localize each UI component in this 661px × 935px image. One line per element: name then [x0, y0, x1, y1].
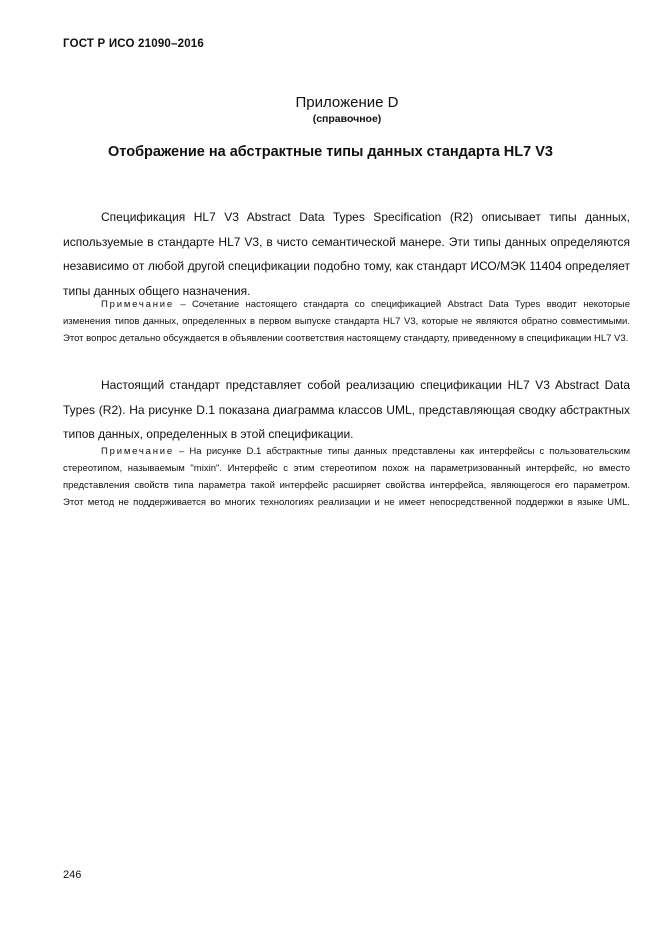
appendix-title: Приложение D — [295, 94, 399, 111]
note-2-label: Примечание — [101, 446, 174, 457]
paragraph-1: Спецификация HL7 V3 Abstract Data Types Specification (R2) описывает типы данных, используемые в стандарте HL7 V3, в чисто семантической манере. Эти типы данных определяются независимо от любой другой спецификации подобно тому, как стандарт ИСО/МЭК 11404 определяет типы данных общего назначения. — [63, 210, 630, 298]
note-2 — [63, 443, 630, 511]
note-1-label: Примечание — [101, 299, 174, 310]
note-1 — [63, 296, 630, 347]
document-header: ГОСТ Р ИСО 21090–2016 — [63, 38, 204, 50]
appendix-subtitle: (справочное) — [312, 113, 382, 125]
note-1-text: – Сочетание настоящего стандарта со спецификацией Abstract Data Types вводит некоторые изменения типов данных, определенных в первом выпуске стандарта HL7 V3, которые не являются обратно совместимыми. Этот вопрос детально обсуждается в объявлении соответствия настоящему стандарту, приведенному в спецификации HL7 V3. — [63, 299, 630, 344]
section-title: Отображение на абстрактные типы данных стандарта HL7 V3 — [108, 144, 553, 160]
page-number: 246 — [63, 869, 82, 881]
note-2-text: – На рисунке D.1 абстрактные типы данных представлены как интерфейсы с пользовательским стереотипом, называемым "mixin". Интерфейс с этим стереотипом похож на параметризованный интерфейс, но вместо представления свойств типа параметра такой интерфейс расширяет свойства интерфейса, являющегося его параметром. Этот метод не поддерживается во многих технологиях реализации и не имеет непосредственной поддержки в языке UML. — [63, 446, 630, 508]
paragraph-2: Настоящий стандарт представляет собой реализацию спецификации HL7 V3 Abstract Data Types (R2). На рисунке D.1 показана диаграмма классов UML, представляющая сводку абстрактных типов данных, определенных в этой спецификации. — [63, 378, 630, 441]
